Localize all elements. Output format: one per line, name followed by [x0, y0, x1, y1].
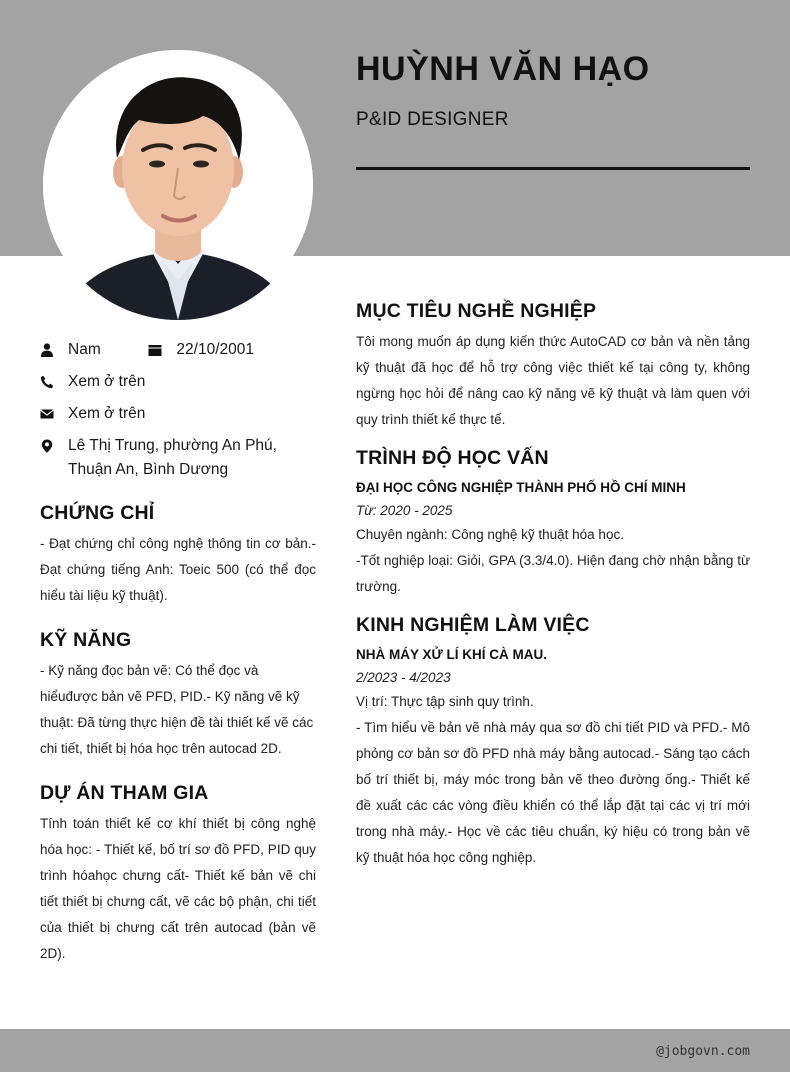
gender-value: Nam	[68, 341, 101, 358]
person-icon	[40, 338, 54, 362]
candidate-name: HUỲNH VĂN HẠO	[356, 50, 650, 88]
certificates-text: - Đạt chứng chỉ công nghệ thông tin cơ bản.- Đạt chứng tiếng Anh: Toeic 500 (có thể đọc hiểu tài liệu kỹ thuật).	[40, 536, 316, 603]
experience-detail: - Tìm hiểu về bản vẽ nhà máy qua sơ đồ chi tiết PID và PFD.- Mô phỏng cơ bản sơ đồ PFD nhà máy bằng autocad.- Sáng tạo cách bố trí thiết bị, máy móc trong bản vẽ theo đường ống.- Thiết kế đề xuất các các vòng điều khiển có thể lắp đặt tại các vị trí mới trong nhà máy.- Học về các tiêu chuẩn, ký hiệu có trong bản vẽ kỹ thuật hóa học công nghiệp.	[356, 720, 750, 865]
job-title: P&ID DESIGNER	[356, 109, 509, 130]
birthdate-row	[148, 338, 316, 362]
header-divider	[356, 167, 750, 170]
projects-title: DỰ ÁN THAM GIA	[40, 782, 209, 804]
experience-title: KINH NGHIỆM LÀM VIỆC	[356, 614, 590, 636]
education-detail: -Tốt nghiệp loại: Giỏi, GPA (3.3/4.0). Hiện đang chờ nhận bằng từ trường.	[356, 553, 750, 594]
education-title: TRÌNH ĐỘ HỌC VẤN	[356, 447, 549, 469]
certificates-title: CHỨNG CHỈ	[40, 502, 155, 524]
skills-text: - Kỹ năng đọc bản vẽ: Có thể đọc và hiểuđược bản vẽ PFD, PID.- Kỹ năng vẽ kỹ thuật: Đã từng thực hiện đề tài thiết kế vẽ các chi tiết, thiết bị hóa học trên autocad 2D.	[40, 663, 314, 756]
education-major: Chuyên ngành: Công nghệ kỹ thuật hóa học.	[356, 527, 624, 542]
address-row	[40, 434, 316, 482]
experience-position: Vị trí: Thực tập sinh quy trình.	[356, 694, 534, 709]
right-column	[356, 300, 750, 885]
skills-title: KỸ NĂNG	[40, 629, 132, 651]
phone-value: Xem ở trên	[68, 373, 146, 390]
email-value: Xem ở trên	[68, 405, 146, 422]
address-value: Lê Thị Trung, phường An Phú, Thuận An, Bình Dương	[68, 437, 277, 478]
email-row	[40, 402, 316, 426]
phone-icon	[40, 370, 54, 394]
profile-photo	[43, 50, 313, 320]
location-pin-icon	[40, 434, 54, 458]
experience-section	[356, 614, 750, 871]
mail-icon	[40, 402, 54, 426]
education-period: Từ: 2020 - 2025	[356, 503, 453, 518]
birthdate-value: 22/10/2001	[176, 341, 254, 358]
footer-watermark: @jobgovn.com	[656, 1044, 750, 1059]
school-name: ĐẠI HỌC CÔNG NGHIỆP THÀNH PHỐ HỒ CHÍ MINH	[356, 480, 686, 495]
phone-row	[40, 370, 316, 394]
objective-text: Tôi mong muốn áp dụng kiến thức AutoCAD cơ bản và nền tảng kỹ thuật đã học để hỗ trợ công việc thiết kế tại công ty, không ngừng học hỏi để nâng cao kỹ năng vẽ kỹ thuật và làm quen với quy trình thiết kế thực tế.	[356, 334, 750, 427]
objective-title: MỤC TIÊU NGHỀ NGHIỆP	[356, 300, 597, 322]
objective-section	[356, 300, 750, 433]
projects-text: Tính toán thiết kế cơ khí thiết bị công nghệ hóa học: - Thiết kế, bố trí sơ đồ PFD, PID quy trình hóahọc chưng cất- Thiết kế bản vẽ chi tiết thiết bị chưng cất, vẽ các bộ phận, chi tiết của thiết bị chưng cất trên autocad (bản vẽ 2D).	[40, 816, 316, 961]
education-section	[356, 447, 750, 600]
calendar-icon	[148, 338, 162, 362]
gender-row	[40, 338, 148, 362]
certificates-section	[40, 502, 316, 609]
company-name: NHÀ MÁY XỬ LÍ KHÍ CÀ MAU.	[356, 647, 547, 662]
experience-period: 2/2023 - 4/2023	[356, 670, 451, 685]
left-column	[40, 338, 316, 967]
skills-section	[40, 629, 316, 762]
portrait-illustration	[43, 50, 313, 320]
personal-info-row	[40, 338, 316, 370]
projects-section	[40, 782, 316, 967]
